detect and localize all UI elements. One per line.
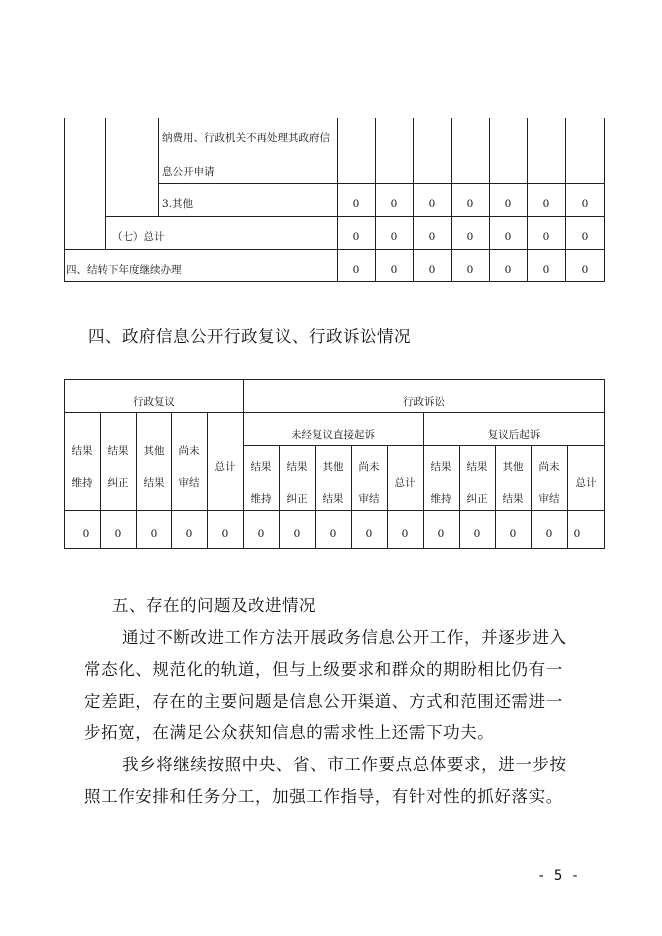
table2-value: 0: [257, 528, 265, 540]
col-upheld: 结果: [71, 445, 93, 457]
carry-value: 0: [352, 264, 360, 276]
col-upheld: 维持: [430, 493, 452, 505]
col-other: 结果: [322, 493, 344, 505]
paragraph-line: 我乡将继续按照中央、省、市工作要点总体要求，进一步按: [122, 755, 567, 774]
other-value: 0: [352, 198, 360, 210]
col-corrected: 纠正: [286, 493, 308, 505]
col-pending: 尚未: [178, 445, 200, 457]
col-pending: 审结: [178, 477, 200, 489]
table2-value: 0: [221, 528, 229, 540]
table2-value: 0: [473, 528, 481, 540]
total-value: 0: [581, 231, 589, 243]
col-total: 总计: [575, 477, 597, 489]
carry-value: 0: [428, 264, 436, 276]
col-corrected: 纠正: [107, 477, 129, 489]
table2-value: 0: [573, 528, 581, 540]
col-upheld: 结果: [430, 461, 452, 473]
table2-value: 0: [150, 528, 158, 540]
litigation-header: 行政诉讼: [403, 396, 445, 408]
total-value: 0: [352, 231, 360, 243]
table2-value: 0: [293, 528, 301, 540]
other-value: 0: [390, 198, 398, 210]
col-corrected: 结果: [466, 461, 488, 473]
page-number: - 5 -: [537, 868, 580, 884]
total-value: 0: [390, 231, 398, 243]
row-fee-line1: 纳费用、行政机关不再处理其政府信: [162, 132, 330, 144]
other-value: 0: [504, 198, 512, 210]
direct-suit-header: 未经复议直接起诉: [291, 429, 375, 441]
table2-value: 0: [401, 528, 409, 540]
row-fee-line2: 息公开申请: [162, 166, 215, 178]
col-pending: 审结: [358, 493, 380, 505]
col-pending: 审结: [538, 493, 560, 505]
other-value: 0: [542, 198, 550, 210]
section5-heading: 五、存在的问题及改进情况: [112, 596, 316, 615]
table2-value: 0: [185, 528, 193, 540]
table2-value: 0: [437, 528, 445, 540]
carry-value: 0: [466, 264, 474, 276]
section4-heading: 四、政府信息公开行政复议、行政诉讼情况: [88, 327, 411, 346]
col-total: 总计: [214, 461, 236, 473]
col-pending: 尚未: [538, 461, 560, 473]
table2-value: 0: [509, 528, 517, 540]
total-value: 0: [428, 231, 436, 243]
other-value: 0: [428, 198, 436, 210]
paragraph-line: 通过不断改进工作方法开展政务信息公开工作，并逐步进入: [122, 628, 567, 647]
col-total: 总计: [394, 477, 416, 489]
other-value: 0: [581, 198, 589, 210]
carry-value: 0: [390, 264, 398, 276]
col-pending: 尚未: [358, 461, 380, 473]
table1-grid: [0, 0, 662, 300]
col-upheld: 结果: [250, 461, 272, 473]
col-corrected: 结果: [286, 461, 308, 473]
total-value: 0: [466, 231, 474, 243]
after-review-header: 复议后起诉: [487, 429, 541, 441]
total-value: 0: [542, 231, 550, 243]
col-other: 其他: [502, 461, 524, 473]
paragraph-line: 照工作安排和任务分工，加强工作指导，有针对性的抓好落实。: [84, 787, 563, 806]
carry-value: 0: [504, 264, 512, 276]
col-other: 结果: [502, 493, 524, 505]
row-carry-label: 四、结转下年度继续办理: [66, 264, 182, 276]
table2-value: 0: [82, 528, 90, 540]
paragraph-line: 步拓宽，在满足公众获知信息的需求性上还需下功夫。: [84, 723, 495, 742]
row-other-label: 3.其他: [162, 198, 194, 210]
table2-value: 0: [365, 528, 373, 540]
row-total-label: （七）总计: [112, 231, 165, 243]
col-upheld: 维持: [71, 477, 93, 489]
carry-value: 0: [542, 264, 550, 276]
col-corrected: 纠正: [466, 493, 488, 505]
carry-value: 0: [581, 264, 589, 276]
col-upheld: 维持: [250, 493, 272, 505]
table2-value: 0: [329, 528, 337, 540]
paragraph-line: 常态化、规范化的轨道，但与上级要求和群众的期盼相比仍有一: [84, 660, 563, 679]
review-header: 行政复议: [133, 396, 175, 408]
other-value: 0: [466, 198, 474, 210]
col-corrected: 结果: [107, 445, 129, 457]
col-other: 其他: [143, 445, 165, 457]
paragraph-line: 定差距，存在的主要问题是信息公开渠道、方式和范围还需进一: [84, 692, 563, 711]
col-other: 其他: [322, 461, 344, 473]
table2-value: 0: [114, 528, 122, 540]
total-value: 0: [504, 231, 512, 243]
table2-value: 0: [545, 528, 553, 540]
col-other: 结果: [143, 477, 165, 489]
